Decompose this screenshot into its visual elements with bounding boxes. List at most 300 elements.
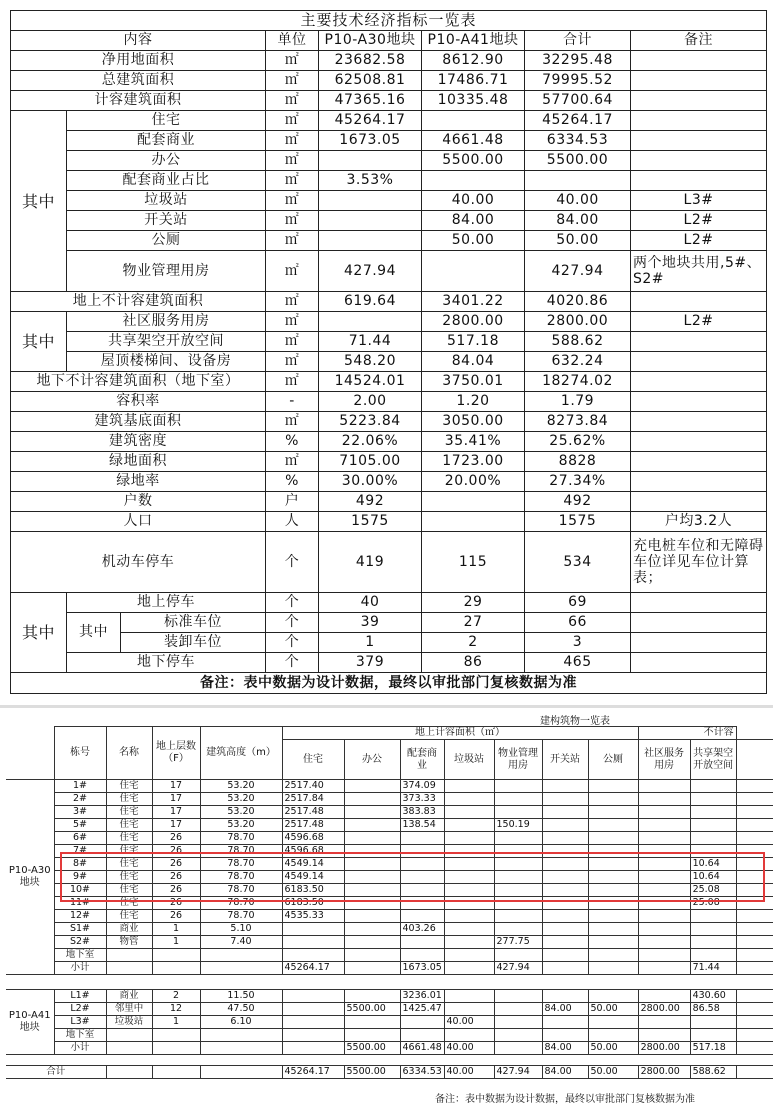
row-roof_stair [11, 352, 767, 372]
row-label: 开关站 [67, 211, 266, 231]
table-cell [588, 910, 638, 923]
table-cell: 10.64 [690, 871, 736, 884]
table-cell: 588.62 [690, 1066, 736, 1079]
table-cell: 17 [152, 806, 200, 819]
table-cell [638, 962, 690, 975]
table-cell [588, 962, 638, 975]
header-cell: P10-A41地块 [422, 31, 525, 51]
table-cell [542, 1029, 588, 1042]
table-cell [494, 1003, 542, 1016]
block-label: P10-A30地块 [6, 780, 54, 975]
row-label: 地下停车 [67, 653, 266, 673]
table-cell [319, 211, 422, 231]
table-cell: 25.08 [690, 884, 736, 897]
table-cell: 8828 [525, 452, 631, 472]
table-cell [736, 1003, 773, 1016]
table-cell: 22.06% [319, 432, 422, 452]
table-cell [736, 923, 773, 936]
table-cell: 10335.48 [422, 91, 525, 111]
table-cell: ㎡ [266, 71, 319, 91]
table-cell: 40.00 [444, 1042, 494, 1055]
row-total_gfa [11, 71, 767, 91]
table-cell [494, 832, 542, 845]
table-cell [542, 819, 588, 832]
table-cell: 6183.50 [282, 897, 344, 910]
table-cell: 17 [152, 819, 200, 832]
table-cell [282, 990, 344, 1003]
table-cell: 277.75 [494, 936, 542, 949]
table-cell [542, 923, 588, 936]
header-cell: 开关站 [542, 740, 588, 780]
row-loading_parking [11, 633, 767, 653]
table-cell: 45264.17 [282, 1066, 344, 1079]
table-cell: ㎡ [266, 452, 319, 472]
table-row [6, 858, 773, 871]
table-cell: 35.41% [422, 432, 525, 452]
table-cell [690, 910, 736, 923]
table-cell: 2 [152, 990, 200, 1003]
table-cell [494, 871, 542, 884]
table-row [6, 1016, 773, 1029]
table-cell [638, 819, 690, 832]
table-cell [344, 819, 400, 832]
table-cell: 32295.48 [525, 51, 631, 71]
table-cell [319, 191, 422, 211]
header-cell: 社区服务用房 [638, 740, 690, 780]
table-cell: L2# [631, 231, 767, 251]
table-row [6, 819, 773, 832]
table-cell: 住宅 [106, 858, 152, 871]
table-cell: 26 [152, 845, 200, 858]
table-cell [494, 910, 542, 923]
table-cell: 465 [525, 653, 631, 673]
table-cell: 25.08 [690, 897, 736, 910]
table-cell [690, 936, 736, 949]
table-cell [400, 936, 444, 949]
table-cell [400, 871, 444, 884]
table-cell: 6334.53 [525, 131, 631, 151]
table-cell [422, 512, 525, 532]
table-cell: 7.40 [200, 936, 282, 949]
table-cell: 374.09 [400, 780, 444, 793]
table-cell [6, 727, 54, 780]
table-cell: 户均3.2人 [631, 512, 767, 532]
table-cell [344, 962, 400, 975]
table-cell: 3050.00 [422, 412, 525, 432]
table-cell: ㎡ [266, 111, 319, 131]
table-cell [400, 910, 444, 923]
table-cell [631, 593, 767, 613]
table-row [6, 806, 773, 819]
row-label: 标准车位 [121, 613, 266, 633]
table-cell [344, 871, 400, 884]
table-cell: 2800.00 [638, 1042, 690, 1055]
table-cell [282, 949, 344, 962]
table-cell [152, 1042, 200, 1055]
table-cell [494, 884, 542, 897]
table-cell: 10# [54, 884, 106, 897]
table-cell [690, 923, 736, 936]
table-cell: 45264.17 [525, 111, 631, 131]
table-cell: 23682.58 [319, 51, 422, 71]
table-cell [152, 949, 200, 962]
table-cell: 62508.81 [319, 71, 422, 91]
table-cell: 84.00 [542, 1003, 588, 1016]
table-cell: 17486.71 [422, 71, 525, 91]
table-cell [344, 780, 400, 793]
row-std_parking [11, 613, 767, 633]
table-cell [631, 412, 767, 432]
table-cell [638, 936, 690, 949]
table-cell [6, 975, 773, 990]
table-cell: 150.19 [494, 819, 542, 832]
table-cell: 78.70 [200, 910, 282, 923]
table-cell [344, 832, 400, 845]
table-cell: 45264.17 [319, 111, 422, 131]
table-cell [638, 832, 690, 845]
table-cell [444, 806, 494, 819]
row-far [11, 392, 767, 412]
row-label: 机动车停车 [11, 532, 266, 593]
table-cell [690, 806, 736, 819]
table-cell [494, 923, 542, 936]
row-net_land [11, 51, 767, 71]
table-cell [344, 923, 400, 936]
row-far_gfa [11, 91, 767, 111]
table-cell [344, 806, 400, 819]
table-cell: 个 [266, 613, 319, 633]
table-cell [690, 1016, 736, 1029]
table-cell [494, 845, 542, 858]
table-cell [736, 819, 773, 832]
row-switch [11, 211, 767, 231]
header-cell: P10-A30地块 [319, 31, 422, 51]
table-cell: 11.50 [200, 990, 282, 1003]
table-row [6, 1042, 773, 1055]
table-cell [319, 312, 422, 332]
table-cell [631, 613, 767, 633]
table-cell: ㎡ [266, 372, 319, 392]
table-cell [690, 1029, 736, 1042]
table-cell: 4535.33 [282, 910, 344, 923]
table-cell: 26 [152, 884, 200, 897]
table-cell: 71.44 [319, 332, 422, 352]
table-cell [400, 1016, 444, 1029]
table-cell [444, 923, 494, 936]
table-cell: % [266, 472, 319, 492]
table-cell: 2800.00 [525, 312, 631, 332]
table-cell [444, 780, 494, 793]
table-cell: 492 [319, 492, 422, 512]
table-cell: 住宅 [106, 793, 152, 806]
header-cell: 内容 [11, 31, 266, 51]
table-cell: L2# [54, 1003, 106, 1016]
table-cell [282, 936, 344, 949]
building-list-table-area [0, 712, 773, 1105]
group-label: 其中 [11, 111, 67, 292]
row-density [11, 432, 767, 452]
table-cell [542, 910, 588, 923]
table-cell [588, 858, 638, 871]
table-cell: 29 [422, 593, 525, 613]
table-cell [152, 962, 200, 975]
table-cell: 548.20 [319, 352, 422, 372]
building-list-table [6, 726, 773, 1079]
table-cell: 住宅 [106, 910, 152, 923]
table-cell [444, 936, 494, 949]
table-cell: 5500.00 [344, 1042, 400, 1055]
table-cell [444, 910, 494, 923]
table-cell [152, 1066, 200, 1079]
table-cell: 373.33 [400, 793, 444, 806]
table-cell [736, 949, 773, 962]
header-row [6, 727, 773, 740]
table-cell [106, 962, 152, 975]
table-row [6, 897, 773, 910]
table-row [6, 910, 773, 923]
table-cell: 138.54 [400, 819, 444, 832]
row-label: 社区服务用房 [67, 312, 266, 332]
row-commercial_ratio [11, 171, 767, 191]
table-cell: ㎡ [266, 151, 319, 171]
table-cell: L3# [54, 1016, 106, 1029]
table-cell: 3# [54, 806, 106, 819]
row-label: 地上不计容建筑面积 [11, 292, 266, 312]
spacer-row [6, 975, 773, 990]
row-shared_open [11, 332, 767, 352]
table-cell: ㎡ [266, 251, 319, 292]
table-cell: 40.00 [422, 191, 525, 211]
table-cell: 住宅 [106, 897, 152, 910]
table-cell: 4596.68 [282, 845, 344, 858]
table-cell [282, 1042, 344, 1055]
table-cell [494, 793, 542, 806]
group-label: 其中 [11, 312, 67, 372]
row-label: 住宅 [67, 111, 266, 131]
table-cell [542, 884, 588, 897]
row-label: 配套商业 [67, 131, 266, 151]
table-cell: 78.70 [200, 832, 282, 845]
table-cell [542, 845, 588, 858]
table-cell [444, 990, 494, 1003]
table-cell: 垃圾站 [106, 1016, 152, 1029]
table-cell: 40 [319, 593, 422, 613]
row-toilet [11, 231, 767, 251]
table-cell [542, 897, 588, 910]
table-cell: 27 [422, 613, 525, 633]
table-cell [344, 910, 400, 923]
table-cell: 14524.01 [319, 372, 422, 392]
table-cell [736, 858, 773, 871]
table-cell [200, 949, 282, 962]
table-cell [542, 858, 588, 871]
table-cell: S1# [54, 923, 106, 936]
table-cell: 517.18 [690, 1042, 736, 1055]
row-label: 绿地率 [11, 472, 266, 492]
header-cell: 公厕 [588, 740, 638, 780]
table-cell: 40.00 [525, 191, 631, 211]
table-cell: 10.64 [690, 858, 736, 871]
table-cell: 1575 [525, 512, 631, 532]
table-cell: 115 [422, 532, 525, 593]
table-cell: 78.70 [200, 871, 282, 884]
table-row [6, 936, 773, 949]
table-cell [400, 1029, 444, 1042]
table-cell: 50.00 [588, 1042, 638, 1055]
table-cell [444, 884, 494, 897]
table-cell [344, 858, 400, 871]
table-cell: 6.10 [200, 1016, 282, 1029]
table-cell [542, 962, 588, 975]
table-cell: 4549.14 [282, 858, 344, 871]
table-cell [736, 845, 773, 858]
table-row [6, 923, 773, 936]
table-cell [736, 990, 773, 1003]
table-cell: 住宅 [106, 806, 152, 819]
table-cell: 84.04 [422, 352, 525, 372]
row-green_area [11, 452, 767, 472]
row-label: 合计 [6, 1066, 106, 1079]
table2-title: 建构筑物一览表 [540, 716, 610, 727]
header-cell: 住宅 [282, 740, 344, 780]
table-cell: 419 [319, 532, 422, 593]
table-cell: 50.00 [588, 1003, 638, 1016]
table-row [6, 1003, 773, 1016]
table-cell [736, 793, 773, 806]
table-cell [631, 292, 767, 312]
table-cell: ㎡ [266, 312, 319, 332]
note-row [11, 673, 767, 694]
row-label: 人口 [11, 512, 266, 532]
table-cell: 26 [152, 897, 200, 910]
table-cell [631, 372, 767, 392]
table-cell: ㎡ [266, 171, 319, 191]
table-cell: ㎡ [266, 292, 319, 312]
header-cell: 垃圾站 [444, 740, 494, 780]
table-cell: ㎡ [266, 51, 319, 71]
table-cell: 2 [422, 633, 525, 653]
table-cell: 2800.00 [422, 312, 525, 332]
table-cell [631, 352, 767, 372]
table-cell [638, 1029, 690, 1042]
table-cell: 492 [525, 492, 631, 512]
table-row [6, 780, 773, 793]
table-cell [422, 492, 525, 512]
table-cell: 地下室 [54, 949, 106, 962]
table-cell: 1.20 [422, 392, 525, 412]
table-cell: - [266, 392, 319, 412]
row-label: 屋顶楼梯间、设备房 [67, 352, 266, 372]
table-cell: 1 [319, 633, 422, 653]
row-households [11, 492, 767, 512]
row-label: 共享架空开放空间 [67, 332, 266, 352]
table-cell: 26 [152, 832, 200, 845]
table-cell [638, 871, 690, 884]
table-cell: 7# [54, 845, 106, 858]
table-cell: 84.00 [422, 211, 525, 231]
row-garbage [11, 191, 767, 211]
row-label: 总建筑面积 [11, 71, 266, 91]
row-label: 地上停车 [67, 593, 266, 613]
table-cell: 17 [152, 793, 200, 806]
table-cell [344, 990, 400, 1003]
table-cell: 8273.84 [525, 412, 631, 432]
table-cell [444, 897, 494, 910]
table-cell [631, 131, 767, 151]
row-label: 物业管理用房 [67, 251, 266, 292]
table-cell [542, 871, 588, 884]
row-label: 容积率 [11, 392, 266, 412]
table-cell [344, 936, 400, 949]
table-cell: 50.00 [588, 1066, 638, 1079]
table-cell: 2800.00 [638, 1003, 690, 1016]
table-cell: 2# [54, 793, 106, 806]
block-label: P10-A41地块 [6, 990, 54, 1055]
table-cell [638, 884, 690, 897]
row-label: 绿地面积 [11, 452, 266, 472]
table-cell: 6334.53 [400, 1066, 444, 1079]
table-cell [494, 780, 542, 793]
table-cell [638, 780, 690, 793]
table-cell [690, 780, 736, 793]
table-cell: 1425.47 [400, 1003, 444, 1016]
table-cell [736, 1029, 773, 1042]
table-cell: 个 [266, 593, 319, 613]
table-cell: ㎡ [266, 131, 319, 151]
table-cell [588, 1016, 638, 1029]
table-cell [631, 171, 767, 191]
row-label: 地下不计容建筑面积（地下室） [11, 372, 266, 392]
table-cell [422, 111, 525, 131]
table-cell [588, 923, 638, 936]
spacer-row [6, 1055, 773, 1066]
table-cell [638, 858, 690, 871]
table-cell [631, 492, 767, 512]
table-cell: 430.60 [690, 990, 736, 1003]
table-cell [444, 845, 494, 858]
table-cell [6, 1055, 773, 1066]
table-cell [344, 793, 400, 806]
table-cell: 4661.48 [422, 131, 525, 151]
table-cell: 1673.05 [400, 962, 444, 975]
table-cell [400, 845, 444, 858]
table-cell [444, 871, 494, 884]
table-cell: 两个地块共用,5#、S2# [631, 251, 767, 292]
table-cell [422, 251, 525, 292]
table-cell [200, 1029, 282, 1042]
title-row [11, 11, 767, 31]
table-cell [400, 884, 444, 897]
table-cell [106, 1042, 152, 1055]
table-cell [588, 949, 638, 962]
table-cell: 11# [54, 897, 106, 910]
table-cell [631, 472, 767, 492]
table-cell [422, 171, 525, 191]
table-cell: 403.26 [400, 923, 444, 936]
table-cell: 66 [525, 613, 631, 633]
table-cell [631, 653, 767, 673]
table-cell: ㎡ [266, 412, 319, 432]
table-cell [444, 832, 494, 845]
group-label: 其中 [11, 593, 67, 673]
table-cell: 427.94 [525, 251, 631, 292]
table-cell: 86.58 [690, 1003, 736, 1016]
table-cell: 50.00 [422, 231, 525, 251]
table-cell: 8612.90 [422, 51, 525, 71]
table-cell [444, 793, 494, 806]
table-cell [344, 897, 400, 910]
header-cell: 办公 [344, 740, 400, 780]
